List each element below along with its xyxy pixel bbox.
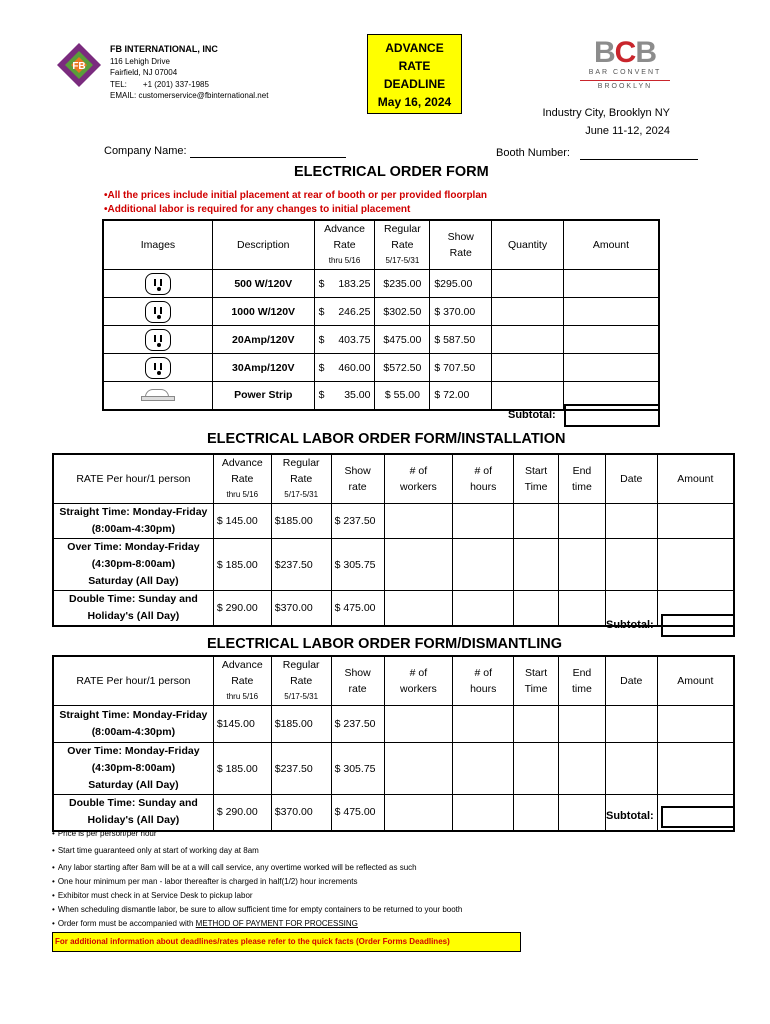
header-regular-rate	[375, 220, 430, 270]
amount-field[interactable]	[657, 504, 734, 539]
outlet-icon	[145, 329, 171, 351]
tel-label: TEL:	[110, 79, 127, 89]
date-field[interactable]	[605, 743, 657, 795]
start-time-field[interactable]	[514, 591, 559, 627]
labor-show-rate: $ 305.75	[331, 743, 384, 795]
date-field[interactable]	[605, 706, 657, 743]
row-show-rate: $ 370.00	[430, 298, 492, 326]
deadline-line-2: RATE	[398, 59, 431, 73]
date-field[interactable]	[605, 539, 657, 591]
header-show-rate	[331, 656, 384, 706]
workers-field[interactable]	[384, 706, 453, 743]
labor-regular-rate: $370.00	[271, 591, 331, 627]
row-amount-field[interactable]	[563, 298, 659, 326]
labor-show-rate: $ 237.50	[331, 706, 384, 743]
deadline-date: May 16, 2024	[377, 95, 452, 109]
header-show-rate	[331, 454, 384, 504]
header-regular-rate	[271, 656, 331, 706]
header-date: Date	[605, 454, 657, 504]
header-show-line-1: Show	[447, 231, 474, 243]
header-hours-line-2: hours	[470, 683, 497, 695]
header-show-line-2: Rate	[449, 247, 472, 259]
row-image	[103, 382, 212, 410]
hours-field[interactable]	[453, 795, 514, 831]
workers-field[interactable]	[384, 591, 453, 627]
company-email	[110, 90, 268, 102]
row-quantity-field[interactable]	[492, 326, 564, 354]
header-regular-line-3: 5/17-5/31	[284, 490, 319, 499]
row-advance-rate	[314, 298, 375, 326]
row-quantity-field[interactable]	[492, 382, 564, 410]
electrical-order-table	[102, 219, 660, 411]
labor-advance-rate: $ 145.00	[213, 504, 271, 539]
advance-rate-deadline-box	[367, 34, 462, 114]
payment-text: Order form must be accompanied with	[57, 919, 196, 928]
header-workers-line-2: workers	[400, 683, 437, 695]
currency-symbol: $	[318, 333, 325, 346]
email-value: customerservice@fbinternational.net	[138, 91, 269, 100]
venue-info	[540, 104, 670, 140]
header-start-line-1: Start	[524, 667, 548, 679]
terms-list	[52, 827, 462, 931]
header-end-time	[559, 656, 606, 706]
header-hours-line-2: hours	[470, 481, 497, 493]
header-end-line-1: End	[572, 667, 592, 679]
row-regular-rate: $475.00	[375, 326, 430, 354]
row-image	[103, 354, 212, 382]
bcb-letter-c: C	[614, 36, 636, 69]
labor-regular-rate: $237.50	[271, 743, 331, 795]
labor-regular-rate: $185.00	[271, 706, 331, 743]
row-regular-rate: $302.50	[375, 298, 430, 326]
rate-label-line-1: Over Time: Monday-Friday	[67, 745, 200, 757]
row-description: 1000 W/120V	[212, 298, 314, 326]
header-hours-line-1: # of	[474, 465, 492, 477]
start-time-field[interactable]	[514, 743, 559, 795]
header-regular-line-3: 5/17-5/31	[385, 256, 420, 265]
term-3: • Any labor starting after 8am will be at a will call service, any overtime worked will be reflected as such	[52, 861, 462, 875]
header-regular-line-1: Regular	[282, 659, 320, 671]
advance-value: 246.25	[338, 305, 371, 318]
rate-label-line-1: Straight Time: Monday-Friday	[59, 506, 208, 518]
end-time-field[interactable]	[559, 539, 606, 591]
advance-value: 403.75	[338, 333, 371, 346]
row-quantity-field[interactable]	[492, 354, 564, 382]
term-6: • When scheduling dismantle labor, be sure to allow sufficient time for empty containers to be returned to your booth	[52, 903, 462, 917]
header-show-line-2: rate	[348, 683, 367, 695]
row-quantity-field[interactable]	[492, 298, 564, 326]
labor-advance-rate: $ 290.00	[213, 795, 271, 831]
header-hours	[453, 656, 514, 706]
row-image	[103, 298, 212, 326]
row-regular-rate: $572.50	[375, 354, 430, 382]
header-advance-line-3: thru 5/16	[226, 490, 259, 499]
labor-row	[53, 504, 734, 539]
order-row	[103, 298, 659, 326]
bcb-letter-b2: B	[635, 36, 656, 69]
labor-advance-rate: $ 290.00	[213, 591, 271, 627]
header-start-line-2: Time	[524, 683, 548, 695]
date-field[interactable]	[605, 504, 657, 539]
company-contact-block	[110, 44, 268, 102]
installation-subtotal-field[interactable]	[661, 614, 735, 637]
row-show-rate: $ 707.50	[430, 354, 492, 382]
header-end-line-1: End	[572, 465, 592, 477]
header-rate-per-hour: RATE Per hour/1 person	[53, 656, 213, 706]
labor-regular-rate: $370.00	[271, 795, 331, 831]
header-regular-line-1: Regular	[282, 457, 320, 469]
header-amount: Amount	[657, 454, 734, 504]
amount-field[interactable]	[657, 539, 734, 591]
rate-label-line-2: (8:00am-4:30pm)	[91, 726, 176, 738]
header-regular-line-2: Rate	[290, 675, 313, 687]
currency-symbol: $	[318, 305, 325, 318]
email-label: EMAIL:	[110, 91, 137, 100]
header-workers	[384, 656, 453, 706]
booth-number-field[interactable]	[580, 159, 698, 160]
header-regular-rate	[271, 454, 331, 504]
outlet-icon	[145, 273, 171, 295]
header-end-time	[559, 454, 606, 504]
term-1: • Price is per person/per hour	[52, 827, 462, 841]
hours-field[interactable]	[453, 743, 514, 795]
labor-row	[53, 743, 734, 795]
labor-show-rate: $ 237.50	[331, 504, 384, 539]
bar-convent-logo	[580, 38, 670, 92]
header-workers-line-1: # of	[409, 667, 428, 679]
header-workers-line-1: # of	[409, 465, 428, 477]
hours-field[interactable]	[453, 591, 514, 627]
hours-field[interactable]	[453, 504, 514, 539]
header-quantity: Quantity	[492, 220, 564, 270]
bcb-city: BROOKLYN	[580, 80, 670, 92]
header-advance-line-2: Rate	[231, 675, 254, 687]
start-time-field[interactable]	[514, 706, 559, 743]
row-image	[103, 326, 212, 354]
payment-method-link[interactable]: METHOD OF PAYMENT FOR PROCESSING	[195, 919, 358, 928]
end-time-field[interactable]	[559, 743, 606, 795]
advance-value: 183.25	[338, 277, 371, 290]
row-description: 500 W/120V	[212, 270, 314, 298]
header-start-time	[514, 656, 559, 706]
company-address: 116 Lehigh Drive	[110, 56, 170, 66]
company-name-label: Company Name:	[104, 145, 187, 157]
end-time-field[interactable]	[559, 795, 606, 831]
term-4: • One hour minimum per man - labor thereafter is charged in half(1/2) hour increments	[52, 875, 462, 889]
rate-label-line-1: Straight Time: Monday-Friday	[59, 709, 208, 721]
deadlines-info-note: For additional information about deadlines/rates please refer to the quick facts (Order Forms Deadlines)	[52, 932, 521, 952]
rate-label-line-3: Saturday (All Day)	[88, 779, 179, 791]
rate-label-line-1: Over Time: Monday-Friday	[67, 541, 200, 553]
header-show-line-2: rate	[348, 481, 367, 493]
row-amount-field[interactable]	[563, 326, 659, 354]
header-advance-rate	[213, 656, 271, 706]
rate-label-line-2: (4:30pm-8:00am)	[91, 762, 176, 774]
dismantling-table	[52, 655, 735, 832]
bcb-name: BAR CONVENT	[588, 69, 662, 76]
labor-regular-rate: $185.00	[271, 504, 331, 539]
labor-show-rate: $ 305.75	[331, 539, 384, 591]
workers-field[interactable]	[384, 743, 453, 795]
rate-label-line-3: Saturday (All Day)	[88, 575, 179, 587]
order-row	[103, 354, 659, 382]
end-time-field[interactable]	[559, 591, 606, 627]
header-advance-line-3: thru 5/16	[328, 256, 361, 265]
row-description: 30Amp/120V	[212, 354, 314, 382]
fb-international-logo	[56, 42, 102, 88]
deadline-line-1: ADVANCE	[385, 41, 444, 55]
row-amount-field[interactable]	[563, 354, 659, 382]
row-show-rate: $ 587.50	[430, 326, 492, 354]
labor-advance-rate: $ 185.00	[213, 539, 271, 591]
hours-field[interactable]	[453, 539, 514, 591]
labor-advance-rate: $145.00	[213, 706, 271, 743]
header-rate-per-hour: RATE Per hour/1 person	[53, 454, 213, 504]
header-show-line-1: Show	[344, 465, 371, 477]
header-date: Date	[605, 656, 657, 706]
header-hours-line-1: # of	[474, 667, 492, 679]
rate-label	[53, 706, 213, 743]
outlet-icon	[145, 301, 171, 323]
company-name: FB INTERNATIONAL, INC	[110, 44, 218, 54]
rate-label-line-1: Double Time: Sunday and	[69, 797, 198, 810]
start-time-field[interactable]	[514, 504, 559, 539]
hours-field[interactable]	[453, 706, 514, 743]
installation-table	[52, 453, 735, 627]
header-start-line-1: Start	[524, 465, 548, 477]
order-row	[103, 326, 659, 354]
header-start-time	[514, 454, 559, 504]
company-name-field[interactable]	[190, 157, 346, 158]
amount-field[interactable]	[657, 743, 734, 795]
header-advance-line-1: Advance	[324, 223, 365, 235]
rate-label-line-2: (8:00am-4:30pm)	[91, 523, 176, 535]
currency-symbol: $	[318, 361, 325, 374]
dismantling-subtotal-field[interactable]	[661, 806, 735, 828]
header-advance-rate	[314, 220, 375, 270]
power-strip-icon	[141, 389, 175, 401]
labor-advance-rate: $ 185.00	[213, 743, 271, 795]
header-regular-line-3: 5/17-5/31	[284, 692, 319, 701]
rate-label-line-2: Holiday's (All Day)	[87, 610, 180, 622]
workers-field[interactable]	[384, 539, 453, 591]
header-images: Images	[103, 220, 212, 270]
header-advance-line-1: Advance	[221, 457, 263, 469]
end-time-field[interactable]	[559, 504, 606, 539]
rate-label	[53, 743, 213, 795]
bcb-letter-b1: B	[593, 36, 615, 69]
header-show-line-1: Show	[344, 667, 371, 679]
row-amount-field[interactable]	[563, 270, 659, 298]
row-regular-rate: $ 55.00	[375, 382, 430, 410]
electrical-order-form-title: ELECTRICAL ORDER FORM	[294, 164, 489, 180]
booth-number-label: Booth Number:	[496, 147, 570, 159]
advance-value: 460.00	[338, 361, 371, 374]
header-description: Description	[212, 220, 314, 270]
header-workers	[384, 454, 453, 504]
header-advance-line-2: Rate	[231, 473, 254, 485]
header-regular-line-2: Rate	[391, 239, 414, 251]
rate-label-line-2: Holiday's (All Day)	[87, 814, 180, 827]
term-7	[52, 917, 462, 931]
header-advance-line-1: Advance	[221, 659, 263, 671]
labor-row	[53, 539, 734, 591]
row-advance-rate	[314, 326, 375, 354]
order-note-1: •All the prices include initial placement at rear of booth or per provided floorplan	[104, 190, 488, 201]
labor-row	[53, 706, 734, 743]
row-advance-rate	[314, 270, 375, 298]
header-advance-rate	[213, 454, 271, 504]
row-image	[103, 270, 212, 298]
rate-label-line-2: (4:30pm-8:00am)	[91, 558, 176, 570]
venue-dates: June 11-12, 2024	[585, 125, 670, 137]
rate-label	[53, 591, 213, 627]
venue-location: Industry City, Brooklyn NY	[542, 107, 670, 119]
order-row	[103, 270, 659, 298]
row-show-rate: $ 72.00	[430, 382, 492, 410]
installation-title: ELECTRICAL LABOR ORDER FORM/INSTALLATION	[207, 431, 566, 447]
term-5: • Exhibitor must check in at Service Desk to pickup labor	[52, 889, 462, 903]
installation-subtotal-label: Subtotal:	[606, 619, 654, 631]
header-amount: Amount	[592, 239, 630, 251]
company-city: Fairfield, NJ 07004	[110, 68, 178, 77]
amount-field[interactable]	[657, 706, 734, 743]
header-workers-line-2: workers	[400, 481, 437, 493]
header-show-rate	[430, 220, 492, 270]
header-regular-line-1: Regular	[384, 223, 421, 235]
labor-show-rate: $ 475.00	[331, 795, 384, 831]
bcb-letters	[580, 38, 670, 68]
deadline-line-3: DEADLINE	[383, 77, 446, 91]
row-quantity-field[interactable]	[492, 270, 564, 298]
header-start-line-2: Time	[524, 481, 548, 493]
row-description: Power Strip	[212, 382, 314, 410]
currency-symbol: $	[318, 277, 325, 290]
end-time-field[interactable]	[559, 706, 606, 743]
dismantling-subtotal-label: Subtotal:	[606, 810, 654, 822]
company-tel	[110, 79, 268, 91]
workers-field[interactable]	[384, 795, 453, 831]
order-subtotal-field[interactable]	[564, 404, 660, 427]
row-regular-rate: $235.00	[375, 270, 430, 298]
svg-text:FB: FB	[72, 61, 86, 72]
row-advance-rate	[314, 382, 375, 410]
rate-label-line-1: Double Time: Sunday and	[69, 593, 198, 605]
labor-show-rate: $ 475.00	[331, 591, 384, 627]
outlet-icon	[145, 357, 171, 379]
header-regular-line-2: Rate	[290, 473, 313, 485]
row-description: 20Amp/120V	[212, 326, 314, 354]
advance-value: 35.00	[344, 389, 371, 402]
header-advance-line-2: Rate	[333, 239, 356, 251]
start-time-field[interactable]	[514, 795, 559, 831]
header-amount: Amount	[657, 656, 734, 706]
order-form-notes	[104, 189, 487, 217]
order-subtotal-label: Subtotal:	[508, 409, 556, 421]
order-note-2: •Additional labor is required for any changes to initial placement	[104, 204, 411, 215]
dismantling-title: ELECTRICAL LABOR ORDER FORM/DISMANTLING	[207, 636, 562, 652]
start-time-field[interactable]	[514, 539, 559, 591]
row-advance-rate	[314, 354, 375, 382]
rate-label	[53, 504, 213, 539]
header-advance-line-3: thru 5/16	[226, 692, 259, 701]
tel-value: +1 (201) 337-1985	[142, 79, 209, 89]
row-show-rate: $295.00	[430, 270, 492, 298]
workers-field[interactable]	[384, 504, 453, 539]
term-2: • Start time guaranteed only at start of working day at 8am	[52, 844, 462, 858]
header-end-line-2: time	[572, 683, 592, 695]
header-hours	[453, 454, 514, 504]
rate-label	[53, 795, 213, 831]
labor-regular-rate: $237.50	[271, 539, 331, 591]
rate-label	[53, 539, 213, 591]
header-end-line-2: time	[572, 481, 592, 493]
currency-symbol: $	[318, 389, 325, 402]
